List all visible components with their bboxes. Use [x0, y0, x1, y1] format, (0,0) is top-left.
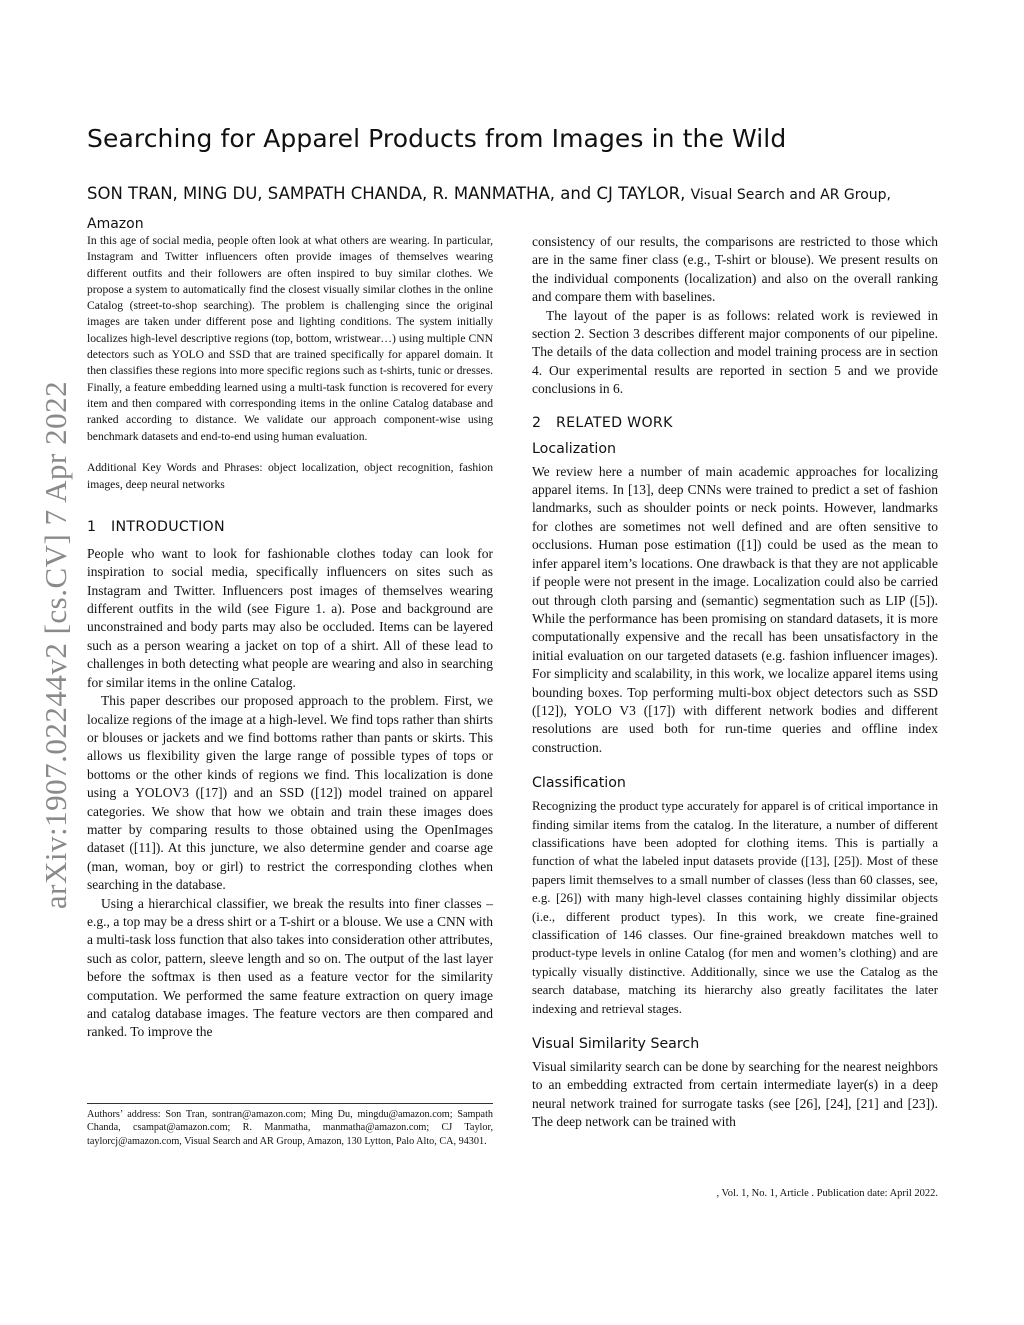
- section-heading-introduction: [87, 519, 493, 535]
- subsection-heading-visual-similarity: Visual Similarity Search: [532, 1036, 700, 1053]
- author-block: [87, 180, 947, 238]
- right-column: [532, 233, 938, 1132]
- author-address-footnote: [87, 1103, 493, 1148]
- abstract: In this age of social media, people often look at what others are wearing. In particular, Instagram and Twitter influencers often provide images of themselves wearing different outfits and their followers are often inspired to buy similar clothes. We propose a system to automatically find the closest visually similar clothes in the online Catalog (street-to-shop searching). The problem is challenging since the original images are taken under different pose and lighting conditions. The system initially localizes high-level descriptive regions (top, bottom, wristwear…) using multiple CNN detectors such as YOLO and SSD that are trained specifically for apparel domain. It then classifies these regions into more specific regions such as t-shirts, tunic or dresses. Finally, a feature embedding learned using a multi-task function is recovered for every item and then compared with corresponding items in the online Catalog database and ranked according to distance. We validate our approach component-wise using benchmark datasets and end-to-end using human evaluation.: [87, 234, 493, 443]
- page-footer: , Vol. 1, No. 1, Article . Publication date: April 2022.: [716, 1188, 938, 1199]
- section-heading-related-work: [532, 415, 938, 431]
- intro-paragraph-4: consistency of our results, the comparisons are restricted to those which are in the same finer class (e.g., T-shirt or blouse). We present results on the individual components (localization) and also on the overall ranking and compare them with baselines.: [532, 234, 938, 305]
- footnote-rule: [87, 1103, 493, 1104]
- subsection-heading-classification: Classification: [532, 775, 626, 792]
- intro-paragraph-1: People who want to look for fashionable clothes today can look for inspiration to social media, specifically influencers on sites such as Instagram and Twitter. Influencers post images of themselves wearing different outfits in the wild (see Figure 1. a). Pose and background are unconstrained and body parts may also be occluded. Items can be layered such as a person wearing a jacket on top of a shirt. All of these lead to challenges in both detecting what people are wearing and also in searching for similar items in the online Catalog.: [87, 545, 493, 690]
- author-affiliation: Visual Search and AR Group, Amazon: [87, 187, 891, 232]
- classification-paragraph: Recognizing the product type accurately for apparel is of critical importance in finding similar items from the catalog. In the literature, a number of different classifications have been adopted for clothing items. This is partially a function of what the labeled input datasets provide ([13], [25]). Most of these papers limit themselves to a small number of classes (less than 60 classes, see, e.g. [26]) with many high-level classes containing highly dissimilar objects (i.e., different product types). In this work, we create fine-grained classification of 146 classes. Our fine-grained breakdown matches well to product-type levels in online Catalog (for men and women’s clothing) and are typically visually distinctive. Additionally, since we use the Catalog as the search database, matching its hierarchy also greatly facilitates the later indexing and retrieval stages.: [532, 799, 938, 1016]
- visual-similarity-paragraph: Visual similarity search can be done by searching for the nearest neighbors to an embedding extracted from certain intermediate layer(s) in a deep neural network trained for surrogate tasks (see [26], [24], [21] and [23]). The deep network can be trained with: [532, 1059, 938, 1130]
- section-title: RELATED WORK: [556, 414, 673, 431]
- author-names: SON TRAN, MING DU, SAMPATH CHANDA, R. MANMATHA, and CJ TAYLOR,: [87, 184, 686, 203]
- footnote-text: Authors’ address: Son Tran, sontran@amazon.com; Ming Du, mingdu@amazon.com; Sampath Chanda, csampat@amazon.com; R. Manmatha, manmatha@amazon.com; CJ Taylor, taylorcj@amazon.com, Visual Search and AR Group, Amazon, 130 Lytton, Palo Alto, CA, 94301.: [87, 1109, 493, 1147]
- intro-paragraph-3: Using a hierarchical classifier, we break the results into finer classes – e.g., a top may be a dress shirt or a T-shirt or a blouse. We use a CNN with a multi-task loss function that also takes into consideration other attributes, such as color, pattern, sleeve length and so on. The output of the last layer before the softmax is then used as a feature vector for the similarity computation. We performed the same feature extraction on query image and catalog database images. The feature vectors are then compared and ranked. To improve the: [87, 895, 493, 1040]
- section-title: INTRODUCTION: [111, 518, 225, 535]
- section-number: 2: [532, 414, 542, 431]
- left-column: [87, 233, 493, 1042]
- localization-paragraph: We review here a number of main academic approaches for localizing apparel items. In [13], deep CNNs were trained to predict a set of fashion landmarks, such as shoulder points or neck points. However, landmarks for clothes are sometimes not well defined and are often sensitive to occlusions. Human pose estimation ([1]) could be used as the mean to infer apparel item’s locations. One drawback is that they are not applicable if people were not present in the image. Localization could also be carried out through cloth parsing and (semantic) segmentation such as LIP ([5]). While the performance has been promising on standard datasets, it is more computationally expensive and the recall has been unsatisfactory in the initial evaluation on our targeted datasets (e.g. fashion influencer images). For simplicity and scalability, in this work, we localize apparel items using bounding boxes. Top performing multi-box object detectors such as SSD ([12]), YOLO V3 ([17]) with different network bodies and different resolutions are used both for run-time queries and offline index construction.: [532, 463, 938, 755]
- section-number: 1: [87, 518, 97, 535]
- intro-paragraph-2: This paper describes our proposed approach to the problem. First, we localize regions of the image at a high-level. We find tops rather than shirts or blouses or jackets and we find bottoms rather than pants or skirts. This allows us flexibility given the large range of possible types of tops or bottoms or the other kinds of regions we find. This localization is done using a YOLOV3 ([17]) and an SSD ([12]) model trained on apparel categories. We show that how we obtain and train these images does matter by comparing results to those obtained using the OpenImages dataset ([11]). At this juncture, we also determine gender and coarse age (man, woman, boy or girl) to restrict the corresponding clothes when searching in the database.: [87, 693, 493, 893]
- subsection-heading-localization: Localization: [532, 440, 617, 457]
- paper-title: Searching for Apparel Products from Images in the Wild: [87, 124, 787, 153]
- intro-paragraph-5: The layout of the paper is as follows: related work is reviewed in section 2. Section 3 describes different major components of our pipeline. The details of the data collection and model training process are in section 4. Our experimental results are reported in section 5 and we provide conclusions in 6.: [532, 307, 938, 397]
- arxiv-stamp-text: arXiv:1907.02244v2 [cs.CV] 7 Apr 2022: [38, 380, 73, 910]
- keywords: Additional Key Words and Phrases: object localization, object recognition, fashion images, deep neural networks: [87, 460, 493, 491]
